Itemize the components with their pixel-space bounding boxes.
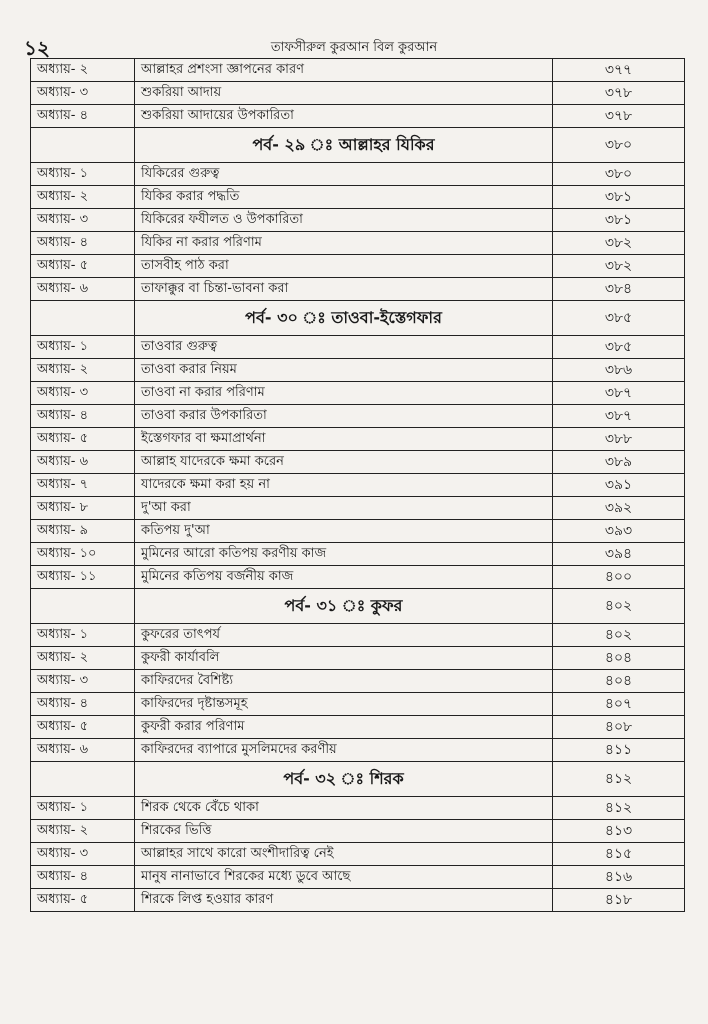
chapter-title: শিরক থেকে বেঁচে থাকা xyxy=(135,797,553,820)
chapter-row xyxy=(31,59,685,82)
chapter-title: আল্লাহর সাথে কারো অংশীদারিত্ব নেই xyxy=(135,843,553,866)
page-number-cell: ৪১৩ xyxy=(553,820,685,843)
page-number-cell: ৪১২ xyxy=(553,762,685,797)
chapter-number: অধ্যায়- ৫ xyxy=(31,716,135,739)
chapter-number: অধ্যায়- ২ xyxy=(31,186,135,209)
page-number-cell: ৪০২ xyxy=(553,589,685,624)
page-number-cell: ৩৮২ xyxy=(553,232,685,255)
chapter-row xyxy=(31,820,685,843)
page-number: ১২ xyxy=(24,36,50,60)
chapter-row xyxy=(31,866,685,889)
chapter-title: যাদেরকে ক্ষমা করা হয় না xyxy=(135,474,553,497)
page-number-cell: ৩৭৭ xyxy=(553,59,685,82)
chapter-number: অধ্যায়- ৪ xyxy=(31,105,135,128)
page-number-cell: ৩৯৩ xyxy=(553,520,685,543)
chapter-row xyxy=(31,405,685,428)
part-title: পর্ব- ৩১ ঃ কুফর xyxy=(135,589,553,624)
chapter-number: অধ্যায়- ১১ xyxy=(31,566,135,589)
chapter-number: অধ্যায়- ২ xyxy=(31,647,135,670)
chapter-number: অধ্যায়- ৪ xyxy=(31,232,135,255)
chapter-row xyxy=(31,647,685,670)
chapter-number: অধ্যায়- ৫ xyxy=(31,255,135,278)
chapter-number: অধ্যায়- ৬ xyxy=(31,739,135,762)
page-number-cell: ৩৮১ xyxy=(553,209,685,232)
chapter-row xyxy=(31,428,685,451)
chapter-number xyxy=(31,589,135,624)
chapter-number: অধ্যায়- ৩ xyxy=(31,670,135,693)
page-number-cell: ৩৮৭ xyxy=(553,382,685,405)
chapter-title: যিকিরের ফযীলত ও উপকারিতা xyxy=(135,209,553,232)
chapter-row xyxy=(31,232,685,255)
chapter-number: অধ্যায়- ৬ xyxy=(31,451,135,474)
chapter-row xyxy=(31,382,685,405)
page-number-cell: ৩৮০ xyxy=(553,128,685,163)
page-number-cell: ৩৮০ xyxy=(553,163,685,186)
chapter-row xyxy=(31,451,685,474)
chapter-row xyxy=(31,255,685,278)
page-number-cell: ৩৮৪ xyxy=(553,278,685,301)
chapter-row xyxy=(31,843,685,866)
page-number-cell: ৩৮৫ xyxy=(553,336,685,359)
chapter-title: যিকির না করার পরিণাম xyxy=(135,232,553,255)
page-number-cell: ৩৯৪ xyxy=(553,543,685,566)
chapter-title: কাফিরদের দৃষ্টান্তসমূহ xyxy=(135,693,553,716)
page-number-cell: ৩৮১ xyxy=(553,186,685,209)
page-number-cell: ৪১৫ xyxy=(553,843,685,866)
chapter-row xyxy=(31,186,685,209)
page-number-cell: ৪১১ xyxy=(553,739,685,762)
chapter-row xyxy=(31,543,685,566)
page-number-cell: ৩৮৬ xyxy=(553,359,685,382)
chapter-title: তাওবা করার উপকারিতা xyxy=(135,405,553,428)
chapter-number: অধ্যায়- ৩ xyxy=(31,209,135,232)
page-number-cell: ৪১৮ xyxy=(553,889,685,912)
chapter-number: অধ্যায়- ৮ xyxy=(31,497,135,520)
chapter-row xyxy=(31,566,685,589)
chapter-number: অধ্যায়- ৬ xyxy=(31,278,135,301)
chapter-row xyxy=(31,82,685,105)
chapter-title: যিকির করার পদ্ধতি xyxy=(135,186,553,209)
page-number-cell: ৪০৪ xyxy=(553,670,685,693)
chapter-row xyxy=(31,209,685,232)
part-row xyxy=(31,128,685,163)
chapter-number: অধ্যায়- ৫ xyxy=(31,889,135,912)
chapter-title: শুকরিয়া আদায় xyxy=(135,82,553,105)
chapter-title: তাওবা না করার পরিণাম xyxy=(135,382,553,405)
chapter-title: শুকরিয়া আদায়ের উপকারিতা xyxy=(135,105,553,128)
page-number-cell: ৪০৮ xyxy=(553,716,685,739)
chapter-row xyxy=(31,520,685,543)
book-title: তাফসীরুল কুরআন বিল কুরআন xyxy=(270,40,438,55)
chapter-row xyxy=(31,278,685,301)
page-number-cell: ৩৮৫ xyxy=(553,301,685,336)
chapter-title: তাওবা করার নিয়ম xyxy=(135,359,553,382)
chapter-row xyxy=(31,624,685,647)
table-of-contents xyxy=(30,58,685,912)
chapter-title: কাফিরদের ব্যাপারে মুসলিমদের করণীয় xyxy=(135,739,553,762)
chapter-title: কুফরী কার্যাবলি xyxy=(135,647,553,670)
chapter-number: অধ্যায়- ১০ xyxy=(31,543,135,566)
chapter-title: তাফাক্কুর বা চিন্তা-ভাবনা করা xyxy=(135,278,553,301)
chapter-number: অধ্যায়- ৫ xyxy=(31,428,135,451)
chapter-row xyxy=(31,670,685,693)
chapter-title: আল্লাহ যাদেরকে ক্ষমা করেন xyxy=(135,451,553,474)
page-number-cell: ৩৮৭ xyxy=(553,405,685,428)
chapter-number: অধ্যায়- ৪ xyxy=(31,405,135,428)
part-title: পর্ব- ৩০ ঃ তাওবা-ইস্তেগফার xyxy=(135,301,553,336)
toc-body xyxy=(31,59,685,912)
chapter-number: অধ্যায়- ১ xyxy=(31,797,135,820)
part-row xyxy=(31,589,685,624)
chapter-row xyxy=(31,497,685,520)
page-number-cell: ৩৮২ xyxy=(553,255,685,278)
chapter-number: অধ্যায়- ৩ xyxy=(31,82,135,105)
chapter-title: আল্লাহর প্রশংসা জ্ঞাপনের কারণ xyxy=(135,59,553,82)
chapter-title: কাফিরদের বৈশিষ্ট্য xyxy=(135,670,553,693)
chapter-title: কুফরী করার পরিণাম xyxy=(135,716,553,739)
chapter-number xyxy=(31,128,135,163)
chapter-number: অধ্যায়- ১ xyxy=(31,163,135,186)
chapter-number xyxy=(31,301,135,336)
chapter-title: ইস্তেগফার বা ক্ষমাপ্রার্থনা xyxy=(135,428,553,451)
chapter-number: অধ্যায়- ৪ xyxy=(31,866,135,889)
page-number-cell: ৪১২ xyxy=(553,797,685,820)
chapter-number: অধ্যায়- ২ xyxy=(31,59,135,82)
chapter-number: অধ্যায়- ৯ xyxy=(31,520,135,543)
chapter-title: কতিপয় দু'আ xyxy=(135,520,553,543)
chapter-number: অধ্যায়- ২ xyxy=(31,359,135,382)
chapter-title: দু'আ করা xyxy=(135,497,553,520)
chapter-title: মুমিনের কতিপয় বর্জনীয় কাজ xyxy=(135,566,553,589)
chapter-title: তাসবীহ পাঠ করা xyxy=(135,255,553,278)
page-number-cell: ৪১৬ xyxy=(553,866,685,889)
page-number-cell: ৩৮৮ xyxy=(553,428,685,451)
page-number-cell: ৩৮৯ xyxy=(553,451,685,474)
page-number-cell: ৩৯১ xyxy=(553,474,685,497)
chapter-row xyxy=(31,716,685,739)
chapter-title: তাওবার গুরুত্ব xyxy=(135,336,553,359)
chapter-row xyxy=(31,797,685,820)
chapter-number: অধ্যায়- ২ xyxy=(31,820,135,843)
chapter-title: মানুষ নানাভাবে শিরকের মধ্যে ডুবে আছে xyxy=(135,866,553,889)
chapter-row xyxy=(31,693,685,716)
chapter-row xyxy=(31,336,685,359)
chapter-row xyxy=(31,105,685,128)
chapter-title: শিরকে লিপ্ত হওয়ার কারণ xyxy=(135,889,553,912)
part-title: পর্ব- ২৯ ঃ আল্লাহর যিকির xyxy=(135,128,553,163)
page-number-cell: ৪০৭ xyxy=(553,693,685,716)
chapter-row xyxy=(31,739,685,762)
part-row xyxy=(31,301,685,336)
part-title: পর্ব- ৩২ ঃ শিরক xyxy=(135,762,553,797)
chapter-row xyxy=(31,163,685,186)
part-row xyxy=(31,762,685,797)
chapter-row xyxy=(31,474,685,497)
chapter-number: অধ্যায়- ১ xyxy=(31,336,135,359)
chapter-title: মুমিনের আরো কতিপয় করণীয় কাজ xyxy=(135,543,553,566)
page-number-cell: ৪০২ xyxy=(553,624,685,647)
page-number-cell: ৩৭৮ xyxy=(553,82,685,105)
chapter-row xyxy=(31,889,685,912)
page-number-cell: ৩৯২ xyxy=(553,497,685,520)
page-number-cell: ৩৭৮ xyxy=(553,105,685,128)
chapter-number: অধ্যায়- ৩ xyxy=(31,843,135,866)
chapter-number: অধ্যায়- ১ xyxy=(31,624,135,647)
page-number-cell: ৪০৪ xyxy=(553,647,685,670)
chapter-number: অধ্যায়- ৩ xyxy=(31,382,135,405)
chapter-number: অধ্যায়- ৭ xyxy=(31,474,135,497)
chapter-title: শিরকের ভিত্তি xyxy=(135,820,553,843)
page-number-cell: ৪০০ xyxy=(553,566,685,589)
chapter-number: অধ্যায়- ৪ xyxy=(31,693,135,716)
chapter-title: যিকিরের গুরুত্ব xyxy=(135,163,553,186)
chapter-title: কুফরের তাৎপর্য xyxy=(135,624,553,647)
chapter-number xyxy=(31,762,135,797)
chapter-row xyxy=(31,359,685,382)
